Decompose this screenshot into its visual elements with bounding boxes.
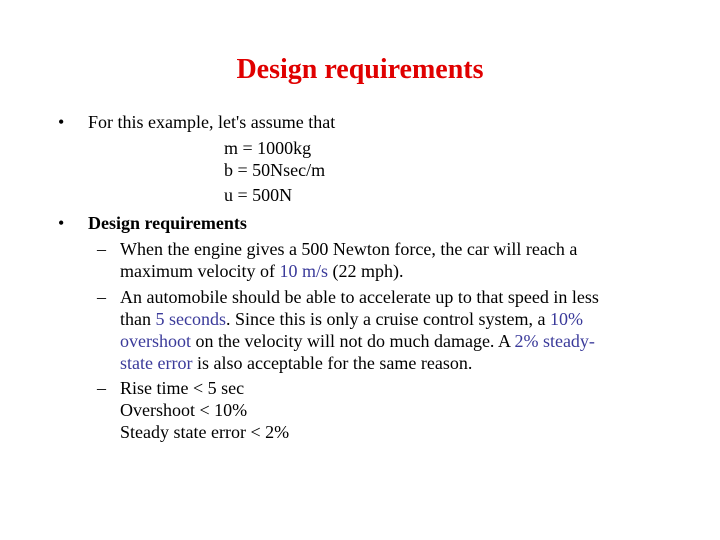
text: (22 mph). [327, 261, 404, 281]
text: maximum velocity of [120, 261, 280, 281]
slide-title: Design requirements [236, 54, 484, 85]
sub2-line3 [120, 330, 595, 352]
intro-text: For this example, let's assume that [88, 112, 336, 132]
sub1-line1: When the engine gives a 500 Newton force, the car will reach a [120, 239, 578, 259]
dash-icon: – [97, 239, 106, 259]
param-mass: m = 1000kg [224, 138, 312, 158]
text: . Since this is only a cruise control system, a [226, 309, 550, 329]
dash-icon: – [97, 378, 106, 398]
sub1-line2 [120, 260, 403, 282]
req-overshoot: Overshoot < 10% [120, 400, 248, 420]
highlight-state-error: state error [120, 353, 193, 373]
highlight-overshoot-pct: 10% [549, 309, 583, 329]
param-damping: b = 50Nsec/m [224, 160, 326, 180]
highlight-overshoot: overshoot [120, 331, 191, 351]
param-force: u = 500N [224, 185, 293, 205]
sub2-line2 [120, 308, 583, 330]
highlight-steady: 2% steady- [514, 331, 595, 351]
dash-icon: – [97, 287, 106, 307]
text: than [120, 309, 156, 329]
sub2-line4 [120, 352, 472, 374]
sub2-line1: An automobile should be able to accelerate up to that speed in less [120, 287, 599, 307]
highlight-velocity: 10 m/s [279, 261, 328, 281]
bullet-icon: • [58, 112, 65, 132]
bullet-icon: • [58, 213, 65, 233]
req-rise-time: Rise time < 5 sec [120, 378, 245, 398]
text: on the velocity will not do much damage. A [191, 331, 515, 351]
text: is also acceptable for the same reason. [192, 353, 473, 373]
design-requirements-heading: Design requirements [88, 213, 247, 233]
highlight-rise-time: 5 seconds [155, 309, 226, 329]
req-steady-state: Steady state error < 2% [120, 422, 290, 442]
